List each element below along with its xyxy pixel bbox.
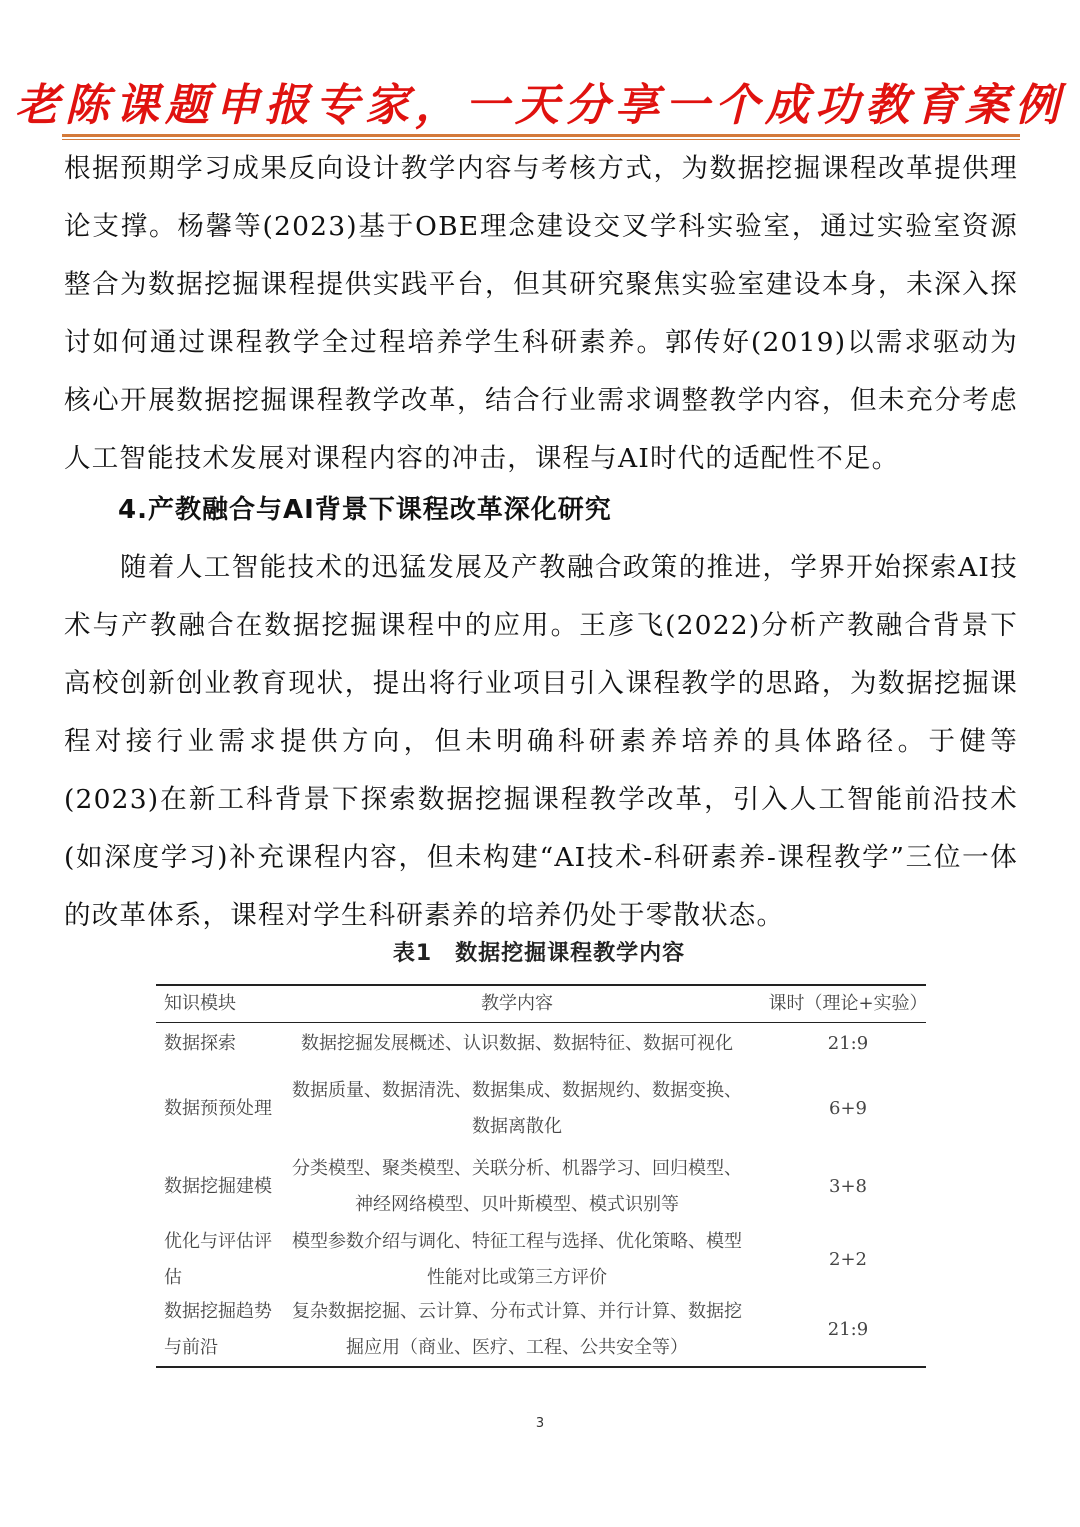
row-hours: 6+9: [829, 1098, 867, 1119]
banner-divider: [62, 134, 1020, 137]
row-hours: 21:9: [827, 1033, 869, 1054]
table-bottom-rule: [156, 1366, 926, 1368]
row-content: 数据挖掘发展概述、认识数据、数据特征、数据可视化: [301, 1033, 733, 1054]
body-paragraph-2: 随着人工智能技术的迅猛发展及产教融合政策的推进，学界开始探索AI技术与产教融合在数据挖掘课程中的应用。王彦飞(2022)分析产教融合背景下高校创新创业教育现状，提出将行业项目引入课程教学的思路，为数据挖掘课程对接行业需求提供方向，但未明确科研素养培养的具体路径。于健等(2023)在新工科背景下探索数据挖掘课程教学改革，引入人工智能前沿技术(如深度学习)补充课程内容，但未构建“AI技术-科研素养-课程教学”三位一体的改革体系，课程对学生科研素养的培养仍处于零散状态。: [64, 552, 1018, 931]
table-header-rule: [156, 1022, 926, 1023]
table-header-content: 教学内容: [481, 993, 553, 1014]
table-header-module: 知识模块: [164, 993, 236, 1014]
row-module: 数据挖掘建模: [164, 1176, 272, 1197]
section-heading: 4.产教融合与AI背景下课程改革深化研究: [118, 495, 612, 525]
table-row: [150, 1068, 928, 1150]
table-top-rule: [156, 984, 926, 986]
row-module: 数据探索: [164, 1033, 236, 1054]
table-caption: 表1 数据挖掘课程教学内容: [392, 941, 686, 966]
row-hours: 2+2: [829, 1249, 867, 1270]
row-content: 复杂数据挖掘、云计算、分布式计算、并行计算、数据挖掘应用（商业、医疗、工程、公共安全等）: [292, 1301, 742, 1358]
table-row: [150, 1150, 928, 1224]
row-module: 数据预预处理: [164, 1098, 272, 1119]
row-module: 优化与评估评估: [164, 1231, 272, 1288]
body-paragraph-1: 根据预期学习成果反向设计教学内容与考核方式，为数据挖掘课程改革提供理论支撑。杨馨等(2023)基于OBE理念建设交叉学科实验室，通过实验室资源整合为数据挖掘课程提供实践平台，但其研究聚焦实验室建设本身，未深入探讨如何通过课程教学全过程培养学生科研素养。郭传好(2019)以需求驱动为核心开展数据挖掘课程教学改革，结合行业需求调整教学内容，但未充分考虑人工智能技术发展对课程内容的冲击，课程与AI时代的适配性不足。: [64, 153, 1018, 474]
row-hours: 3+8: [829, 1176, 867, 1197]
content-table: [150, 932, 928, 1372]
row-content: 模型参数介绍与调化、特征工程与选择、优化策略、模型性能对比或第三方评价: [292, 1231, 742, 1288]
table-row: [150, 1294, 928, 1366]
table-row: [150, 1224, 928, 1296]
page-number: 3: [535, 1416, 545, 1431]
row-module: 数据挖掘趋势与前沿: [164, 1301, 272, 1358]
table-row: [150, 1026, 928, 1062]
row-content: 数据质量、数据清洗、数据集成、数据规约、数据变换、数据离散化: [292, 1080, 742, 1137]
row-content: 分类模型、聚类模型、关联分析、机器学习、回归模型、神经网络模型、贝叶斯模型、模式识别等: [292, 1158, 742, 1215]
banner-title: 老陈课题申报专家，一天分享一个成功教育案例: [15, 80, 1065, 131]
row-hours: 21:9: [827, 1319, 869, 1340]
table-header-hours: 课时（理论+实验）: [768, 993, 928, 1014]
